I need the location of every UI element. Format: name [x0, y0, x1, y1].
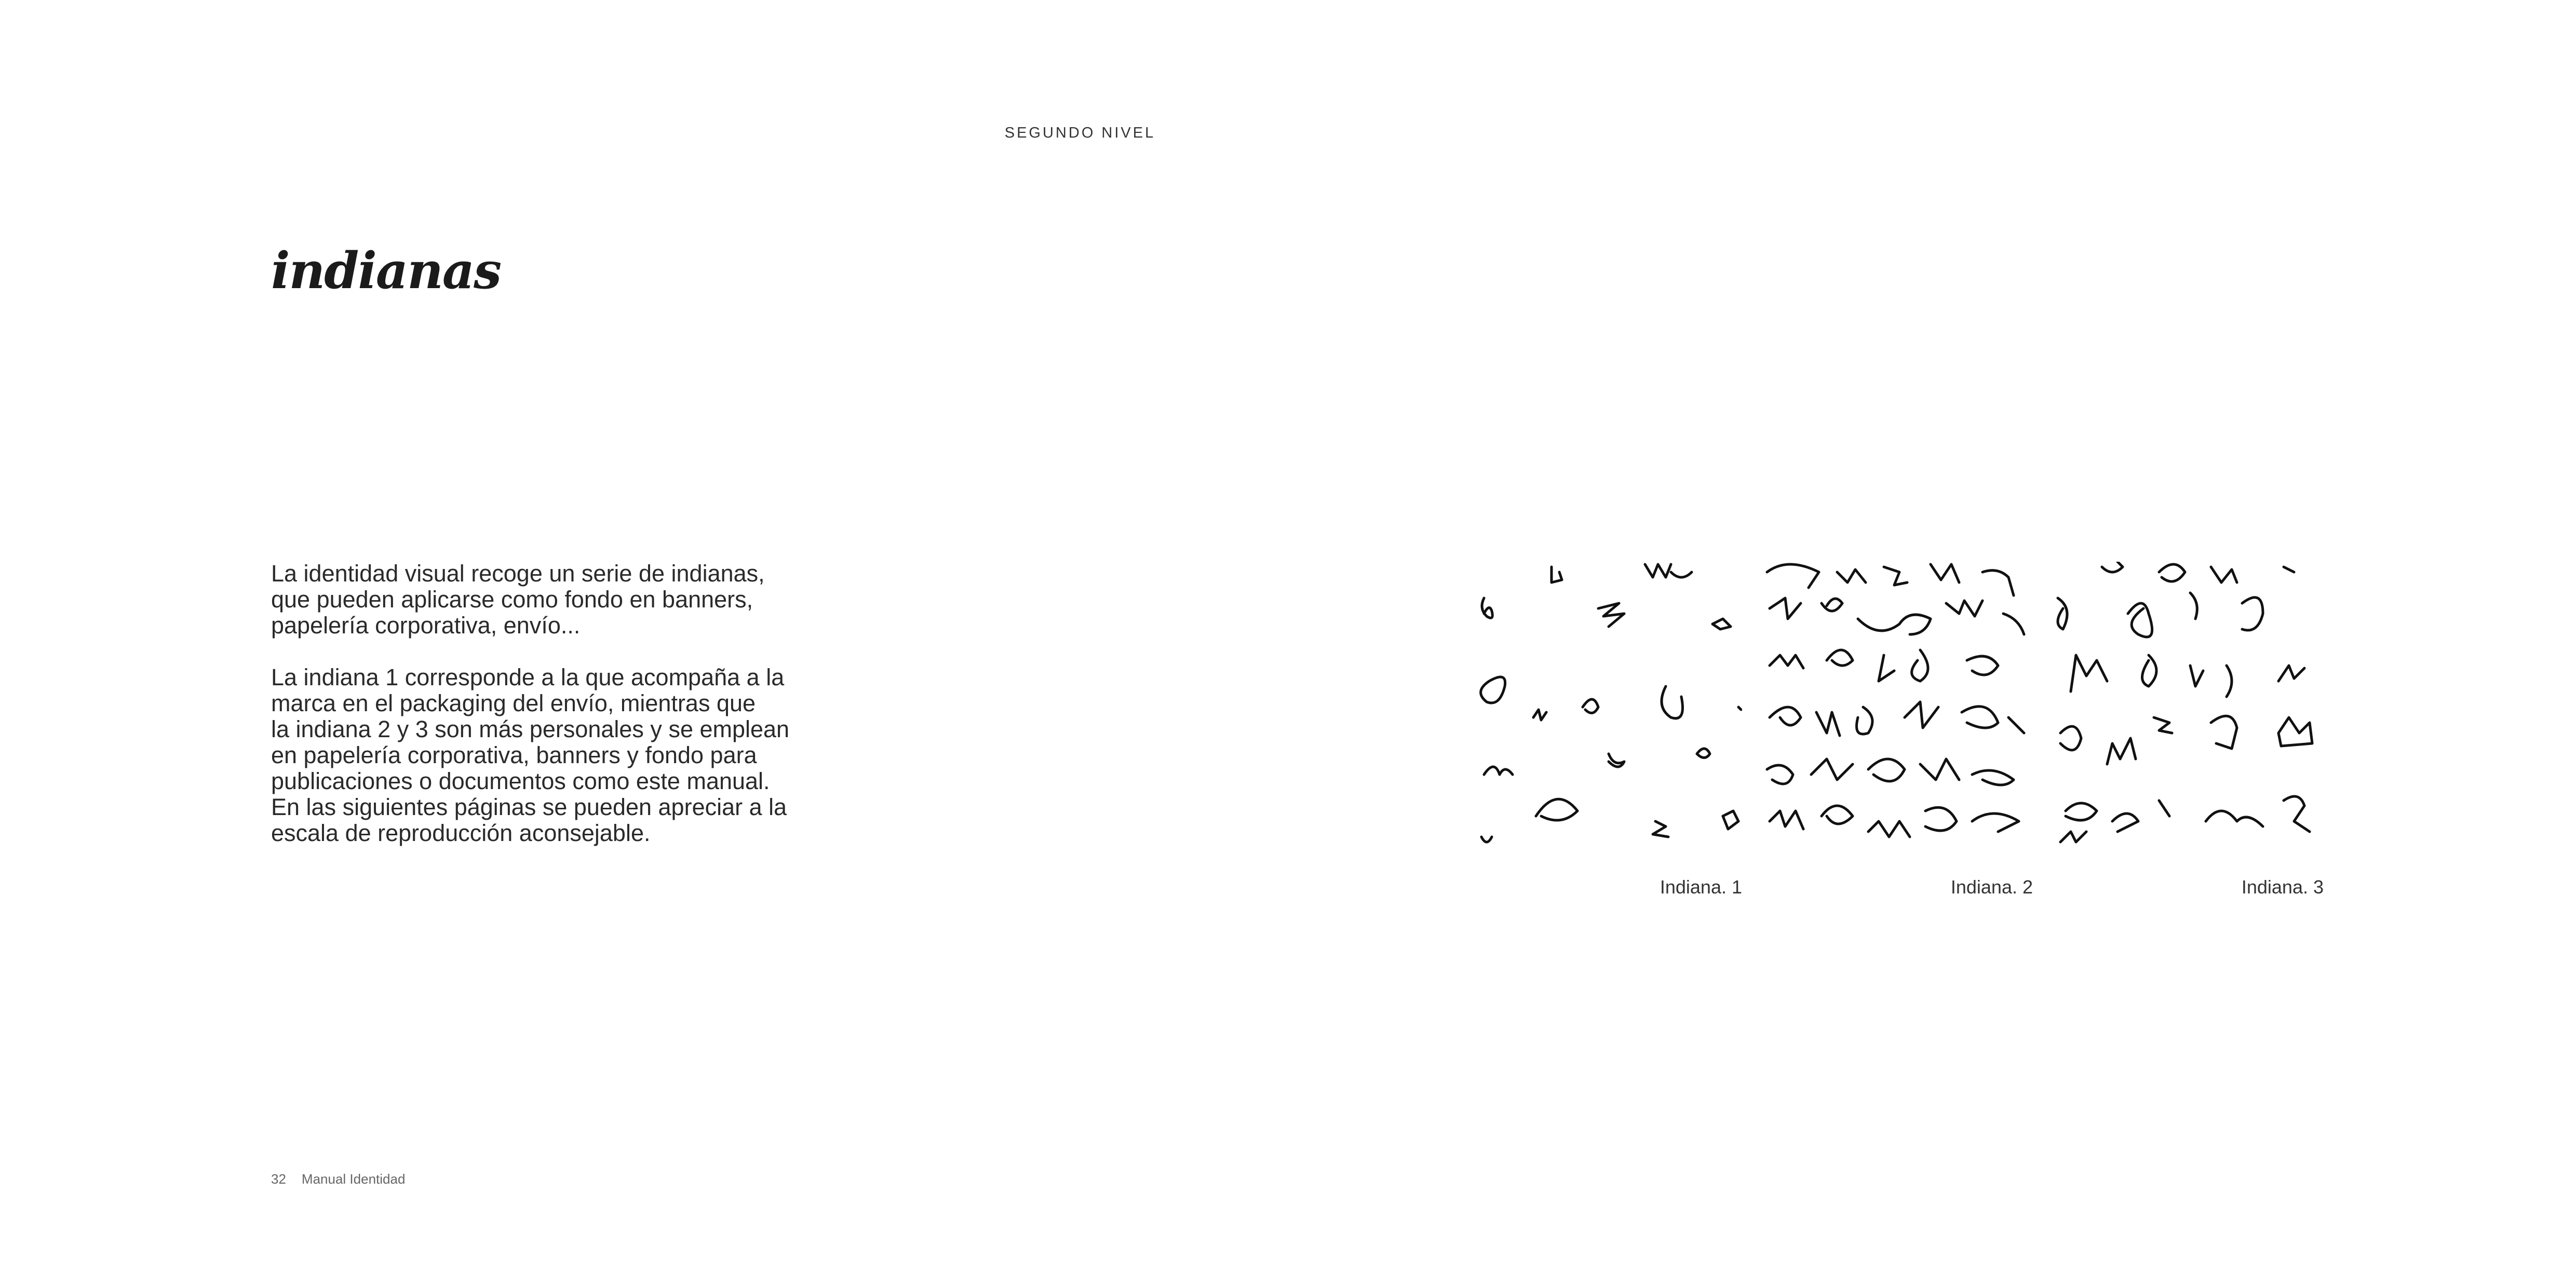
- document-title: Manual Identidad: [301, 1171, 406, 1187]
- pattern-caption-1: Indiana. 1: [1660, 876, 1742, 898]
- page-footer: [271, 1171, 421, 1187]
- pattern-caption-3: Indiana. 3: [2241, 876, 2324, 898]
- paragraph-intro: La identidad visual recoge un serie de indianas, que pueden aplicarse como fondo en banners, papelería corporativa, envío...: [271, 560, 765, 639]
- section-label: SEGUNDO NIVEL: [1004, 125, 1156, 141]
- paragraph-details: La indiana 1 corresponde a la que acompaña a la marca en el packaging del envío, mientras que la indiana 2 y 3 son más personales y se emplean en papelería corporativa, banners y fondo para publicaciones o documentos como este manual. En las siguientes páginas se pueden apreciar a la escala de reproducción aconsejable.: [271, 664, 790, 846]
- pattern-indiana-1: [1474, 562, 1742, 850]
- pattern-indiana-2: [1764, 562, 2033, 850]
- page-number: 32: [271, 1171, 286, 1187]
- pattern-indiana-3: [2055, 562, 2324, 850]
- pattern-caption-2: Indiana. 2: [1950, 876, 2033, 898]
- body-text: [271, 561, 863, 872]
- page-title: indianas: [271, 241, 501, 300]
